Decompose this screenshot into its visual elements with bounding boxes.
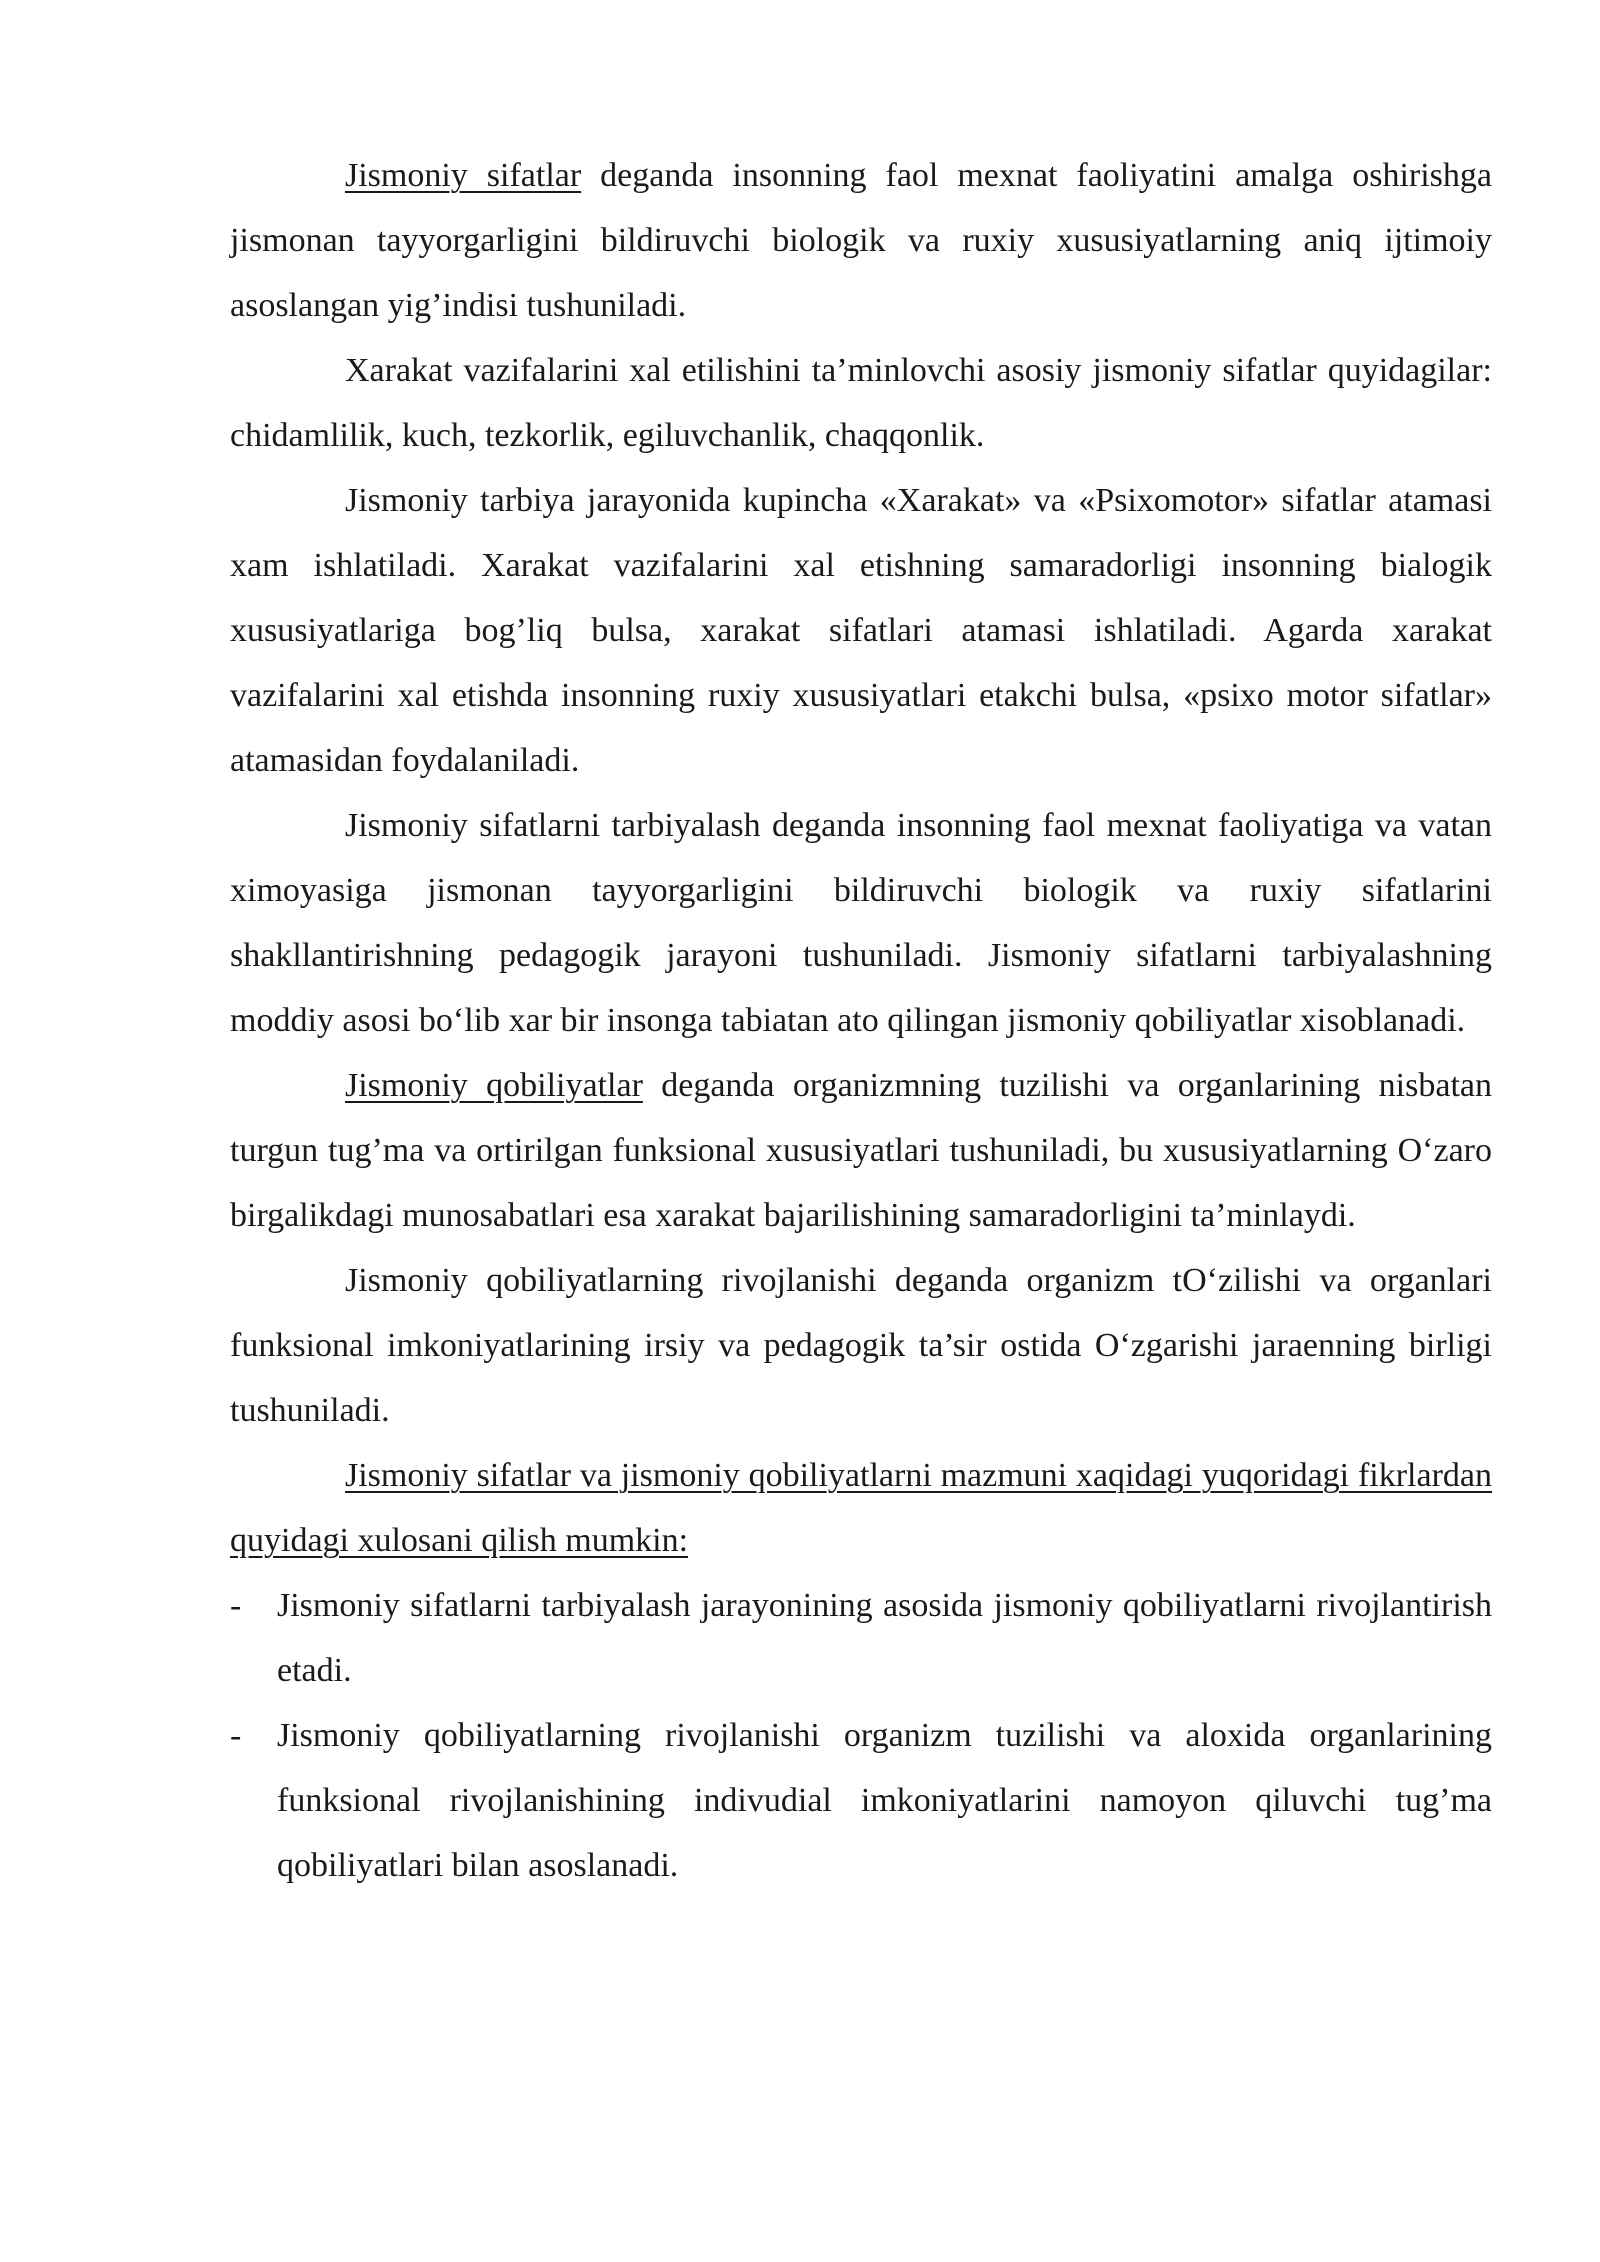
term-jismoniy-sifatlar: Jismoniy sifatlar [345,157,582,194]
term-jismoniy-qobiliyatlar: Jismoniy qobiliyatlar [345,1067,643,1104]
list-item-text: Jismoniy qobiliyatlarning rivojlanishi organizm tuzilishi va aloxida organlarining funksional rivojlanishining indivudial imkoniyatlarini namoyon qiluvchi tug’ma qobiliyatlari bilan asoslanadi. [277,1717,1492,1884]
list-bullet: - [230,1717,242,1754]
list-item [230,1573,1492,1703]
paragraph-abilities-development: Jismoniy qobiliyatlarning rivojlanishi deganda organizm tO‘zilishi va organlari funksional imkoniyatlarining irsiy va pedagogik ta’sir ostida O‘zgarishi jaraenning birligi tushuniladi. [230,1262,1492,1429]
paragraph-main-qualities: Xarakat vazifalarini xal etilishini ta’minlovchi asosiy jismoniy sifatlar quyidagilar: chidamlilik, kuch, tezkorlik, egiluvchanlik, chaqqonlik. [230,352,1492,454]
document-page [230,143,1492,1898]
paragraph-physical-qualities-definition [230,143,1492,338]
paragraph-psychomotor: Jismoniy tarbiya jarayonida kupincha «Xarakat» va «Psixomotor» sifatlar atamasi xam ishlatiladi. Xarakat vazifalarini xal etishning samaradorligi insonning bialogik xususiyatlariga bog’liq bulsa, xarakat sifatlari atamasi ishlatiladi. Agarda xarakat vazifalarini xal etishda insonning ruxiy xususiyatlari etakchi bulsa, «psixo motor sifatlar» atamasidan foydalaniladi. [230,482,1492,779]
paragraph-text: deganda insonning faol mexnat faoliyatini amalga oshirishga jismonan tayyorgarligini bildiruvchi biologik va ruxiy xususiyatlarning aniq ijtimoiy asoslangan yig’indisi tushuniladi. [230,157,1493,324]
conclusion-intro-text: Jismoniy sifatlar va jismoniy qobiliyatlarni mazmuni xaqidagi yuqoridagi fikrlardan quyidagi xulosani qilish mumkin: [230,1457,1492,1559]
conclusion-list [230,1573,1492,1898]
list-item-text: Jismoniy sifatlarni tarbiyalash jarayonining asosida jismoniy qobiliyatlarni rivojlantirish etadi. [277,1587,1492,1689]
list-item [230,1703,1492,1898]
paragraph-text: deganda organizmning tuzilishi va organlarining nisbatan turgun tug’ma va ortirilgan funksional xususiyatlari tushuniladi, bu xususiyatlarning O‘zaro birgalikdagi munosabatlari esa xarakat bajarilishining samaradorligini ta’minlaydi. [230,1067,1492,1234]
paragraph-training-qualities: Jismoniy sifatlarni tarbiyalash deganda insonning faol mexnat faoliyatiga va vatan ximoyasiga jismonan tayyorgarligini bildiruvchi biologik va ruxiy sifatlarini shakllantirishning pedagogik jarayoni tushuniladi. Jismoniy sifatlarni tarbiyalashning moddiy asosi bo‘lib xar bir insonga tabiatan ato qilingan jismoniy qobiliyatlar xisoblanadi. [230,807,1492,1039]
paragraph-conclusion-intro [230,1443,1492,1573]
paragraph-physical-abilities-definition [230,1053,1492,1248]
list-bullet: - [230,1587,242,1624]
